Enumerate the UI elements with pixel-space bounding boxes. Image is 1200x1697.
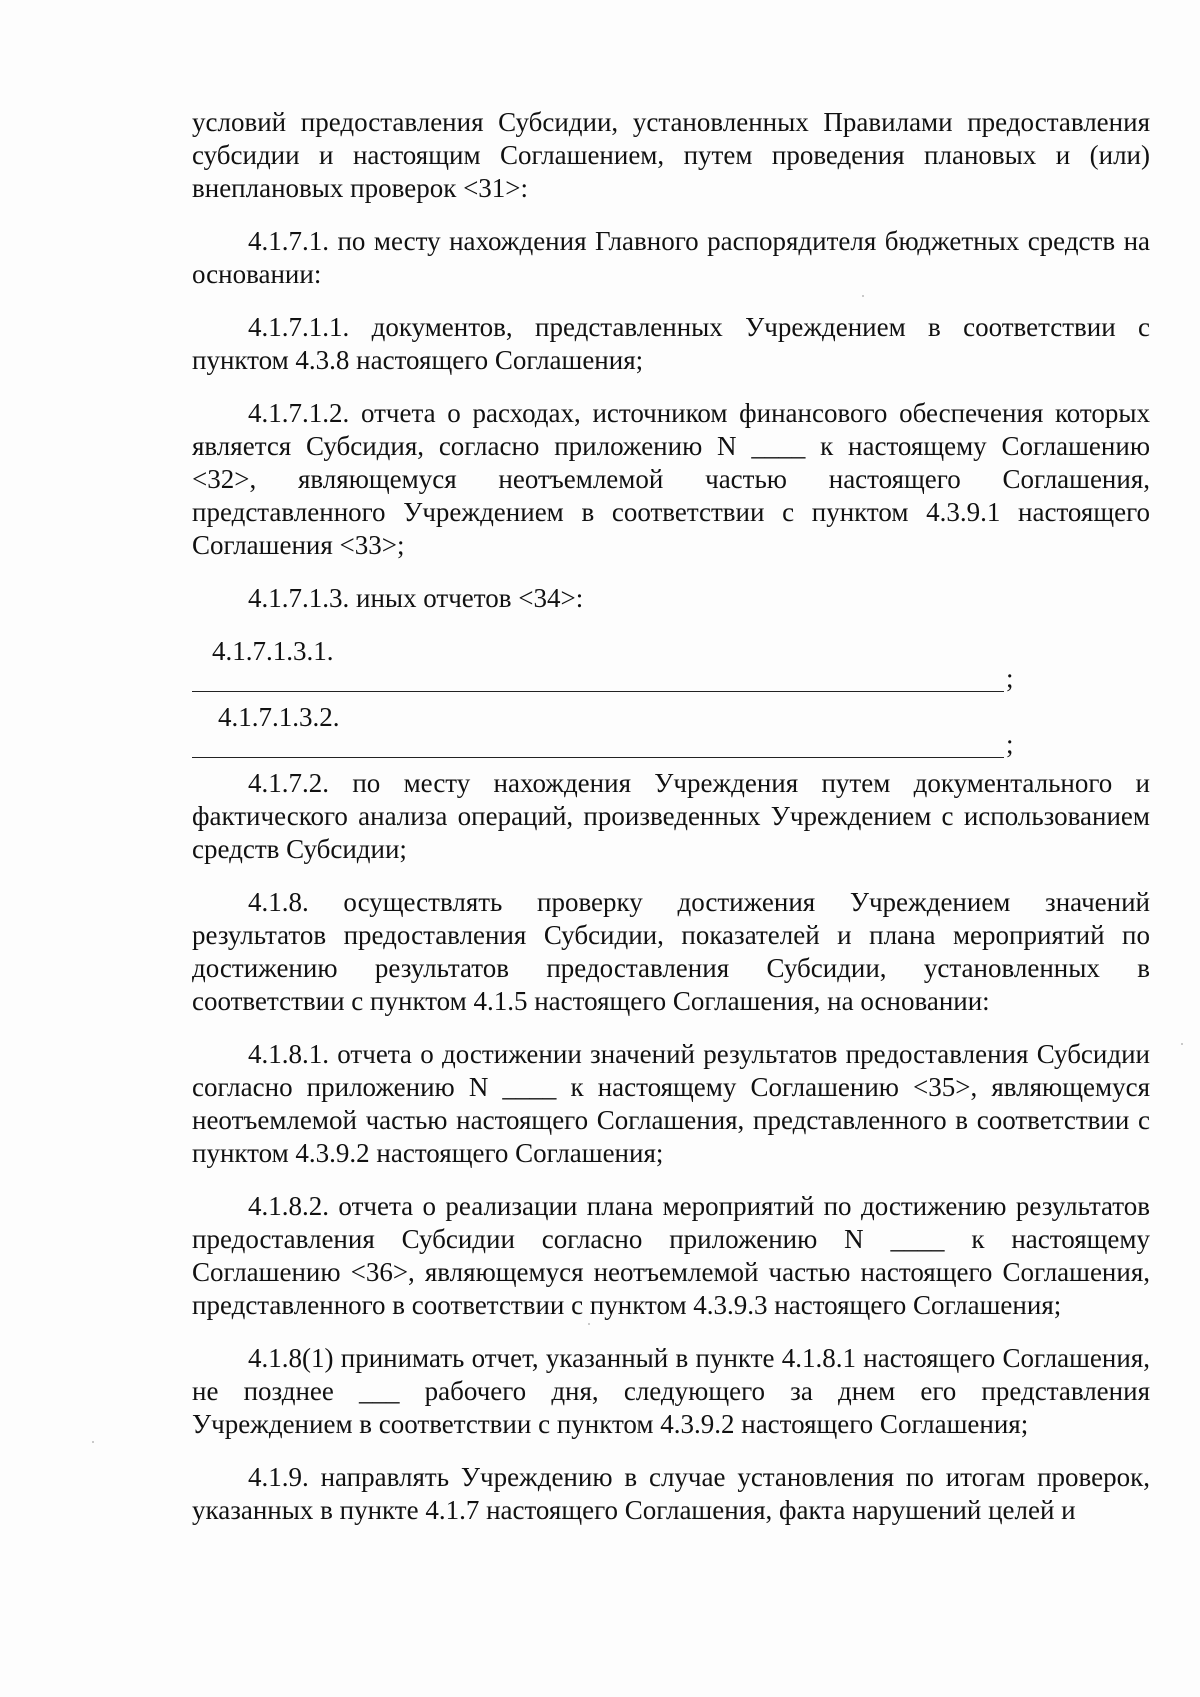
- paragraph-4-1-8-1: 4.1.8.1. отчета о достижении значений результатов предоставления Субсидии согласно приложению N ____ к настоящему Соглашению <35>, являющемуся неотъемлемой частью настоящего Соглашения, представленного в соответствии с пунктом 4.3.9.2 настоящего Соглашения;: [192, 1039, 1150, 1168]
- paragraph-4-1-7-2: 4.1.7.2. по месту нахождения Учреждения путем документального и фактического анализа операций, произведенных Учреждением с использованием средств Субсидии;: [192, 768, 1150, 864]
- paragraph-4-1-7-1-2: 4.1.7.1.2. отчета о расходах, источником финансового обеспечения которых является Субсидия, согласно приложению N ____ к настоящему Соглашению <32>, являющемуся неотъемлемой частью настоящего Соглашения, представленного Учреждением в соответствии с пунктом 4.3.9.1 настоящего Соглашения <33>;: [192, 398, 1150, 560]
- scan-speck: [92, 1441, 94, 1443]
- paragraph-4-1-7-1-1: 4.1.7.1.1. документов, представленных Учреждением в соответствии с пунктом 4.3.8 настоящего Соглашения;: [192, 312, 1150, 375]
- fill-in-label: 4.1.7.1.3.1.: [212, 636, 334, 666]
- blank-terminator: ;: [1006, 729, 1014, 759]
- fill-in-label: 4.1.7.1.3.2.: [218, 702, 340, 732]
- blank-terminator: ;: [1006, 663, 1014, 693]
- paragraph-4-1-7-1-3: 4.1.7.1.3. иных отчетов <34>:: [248, 583, 584, 613]
- paragraph-4-1-8-1-accept: 4.1.8(1) принимать отчет, указанный в пункте 4.1.8.1 настоящего Соглашения, не позднее ___ рабочего дня, следующего за днем его представления Учреждением в соответствии с пунктом 4.3.9.2 настоящего Соглашения;: [192, 1343, 1150, 1439]
- fill-in-item-1: [192, 635, 1150, 701]
- blank-rule: [192, 757, 1004, 758]
- blank-rule: [192, 691, 1004, 692]
- document-body: [192, 106, 1150, 1547]
- paragraph-4-1-8: 4.1.8. осуществлять проверку достижения Учреждением значений результатов предоставления Субсидии, показателей и плана мероприятий по достижению результатов предоставления Субсидии, установленных в соответствии с пунктом 4.1.5 настоящего Соглашения, на основании:: [192, 887, 1150, 1016]
- scan-speck: [1181, 1043, 1183, 1045]
- paragraph-4-1-7-1: 4.1.7.1. по месту нахождения Главного распорядителя бюджетных средств на основании:: [192, 226, 1150, 289]
- paragraph-4-1-8-2: 4.1.8.2. отчета о реализации плана мероприятий по достижению результатов предоставления Субсидии согласно приложению N ____ к настоящему Соглашению <36>, являющемуся неотъемлемой частью настоящего Соглашения, представленного в соответствии с пунктом 4.3.9.3 настоящего Соглашения;: [192, 1191, 1150, 1320]
- paragraph-continuation: условий предоставления Субсидии, установленных Правилами предоставления субсидии и настоящим Соглашением, путем проведения плановых и (или) внеплановых проверок <31>:: [192, 107, 1150, 203]
- paragraph-4-1-9: 4.1.9. направлять Учреждению в случае установления по итогам проверок, указанных в пункте 4.1.7 настоящего Соглашения, факта нарушений целей и: [192, 1462, 1150, 1525]
- fill-in-blank: [192, 729, 1150, 767]
- fill-in-blank: [192, 663, 1150, 701]
- fill-in-item-2: [192, 701, 1150, 767]
